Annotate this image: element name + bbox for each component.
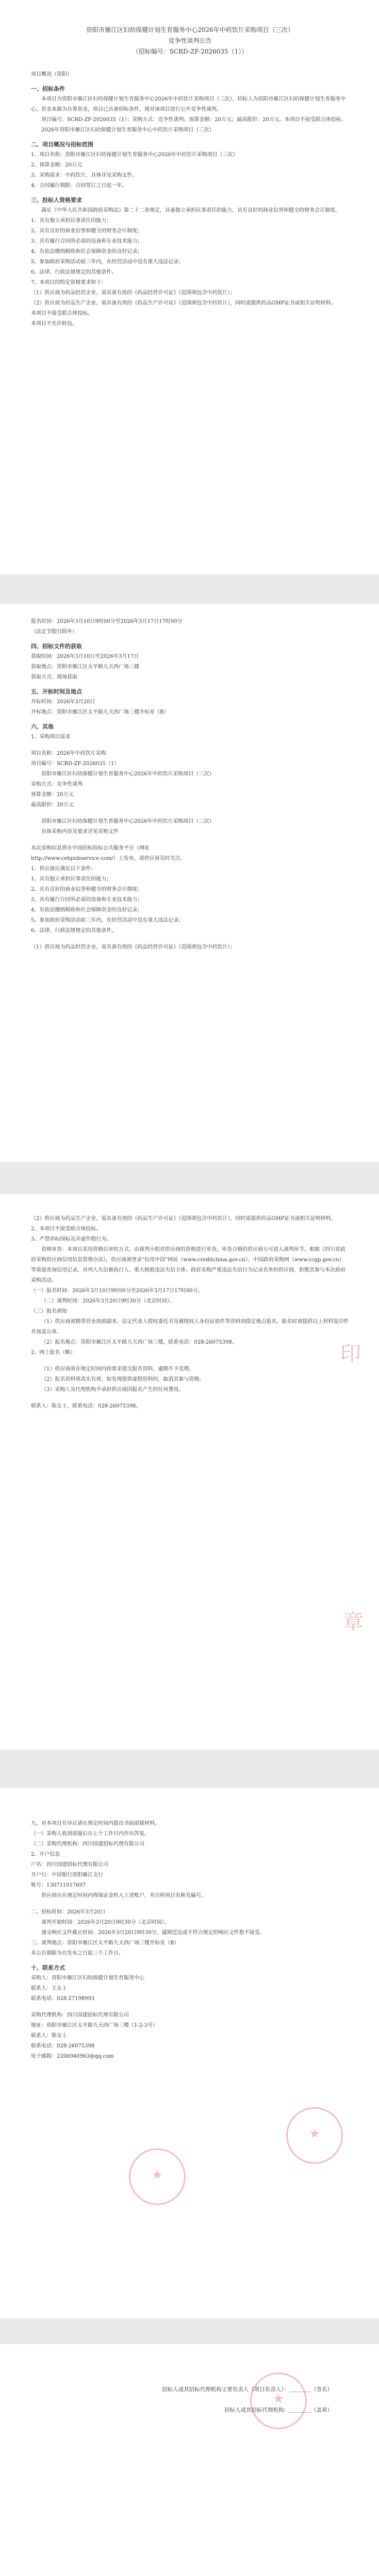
section-heading: 十、联系方式 — [31, 1964, 65, 1971]
paragraph: （一）采购人收到质疑后在七个工作日内作出答复。 — [31, 1831, 150, 1837]
paragraph: 联系电话：028-27198993 — [31, 1996, 95, 2002]
paragraph: 1、供应商应满足以下条件： — [31, 866, 96, 872]
paragraph: 联系人：王女士 — [31, 1986, 67, 1991]
paragraph: 地址：资阳市雁江区太平路九天西广场三楼（1-2-3号） — [31, 2023, 158, 2028]
paragraph: 2、本项目不接受联合体投标。 — [31, 1226, 102, 1232]
paragraph: 2、具有良好的商业信誉和健全的财务会计制度； — [31, 228, 143, 234]
paragraph: （2）供应商为药品生产企业，需具备有效的《药品生产许可证》（范围须包含中药饮片），同时需提供药品GMP证书或相关证明材料。 — [31, 300, 336, 306]
paragraph: （一）报名时间：2026年3月10日9时00分至2026年3月17日17时00分。 — [31, 1288, 203, 1294]
paragraph: 采购代理机构：四川国建招标代理有限公司 — [31, 2012, 129, 2018]
paragraph: 4、有依法缴纳税收和社会保障资金的良好记录； — [31, 249, 143, 255]
paragraph: 满足《中华人民共和国政府采购法》第二十二条规定，具备独立承担民事责任的能力，具有良好的商业信誉和健全的财务会计制度。 — [41, 208, 340, 213]
paragraph: 7、本项目的特定资格要求如下： — [31, 280, 107, 285]
paragraph: 2、开户信息 — [31, 1852, 60, 1857]
section-heading: 三、投标人资格要求 — [31, 197, 82, 204]
page-4 — [0, 1788, 379, 2318]
paragraph: 递交响应文件截止时间：2026年3月20日9时30分，逾期送达或不符合规定的响应文件恕不接受。 — [41, 1930, 265, 1936]
paragraph: 2、具有良好的商业信誉和健全的财务会计制度； — [31, 887, 143, 892]
page-5 — [0, 2344, 379, 2576]
paragraph: （法定节假日除外） — [31, 629, 77, 635]
spacer — [31, 742, 349, 749]
document-subtitle: 竞争性谈判公告 — [168, 37, 212, 44]
paragraph: （2）报名地点：资阳市雁江区太平路九天西广场三楼，联系电话：028-26075398。 — [41, 1340, 237, 1345]
paragraph: 4、有依法缴纳税收和社会保障资金的良好记录； — [31, 907, 143, 913]
document-title: 资阳市雁江区妇幼保健计划生育服务中心2026年中药饮片采购项目（三次） — [86, 26, 294, 33]
page-1-body — [31, 70, 349, 329]
agency-seal-icon — [129, 2148, 186, 2205]
page-1 — [0, 0, 379, 574]
section-heading: 六、其他 — [31, 723, 54, 730]
section-heading: 二、项目概况与招标范围 — [31, 141, 93, 148]
page-4-body — [31, 1819, 349, 2062]
paragraph: 2026年资阳市雁江区妇幼保健计划生育服务中心中药饮片采购项目（三次） — [41, 127, 215, 133]
paragraph: 电子邮箱：2206940963@qq.com — [31, 2054, 114, 2059]
paragraph: 具体采购内容及要求详见采购文件 — [41, 829, 119, 835]
paragraph: 户名：四川国建招标代理有限公司 — [31, 1862, 108, 1868]
paragraph: 本项目不允许转包。 — [31, 321, 77, 327]
paragraph: 项目编号：SCRD-ZF-2026035（1）；采购方式：竞争性谈判；预算金额：20万元；最高限价：20万元。本项目不接受联合体投标。 — [41, 117, 347, 123]
paragraph: 资格审查：本项目采用资格后审的方式，由谈判小组对供应商的资格进行审查，审查合格的供应商方可进入谈判环节。根据《四川省政府采购供应商信用信息管理办法》，供应商须登录“信用中国”网站（www.creditchina.gov.cn）、中国政府采购网（www.ccgp.gov.cn）等渠道查询信用记录，对列入失信被执行人、重大税收违法失信主体、政府采购严重违法失信行为记录名单的供应商，拒绝其参与本次政府采购活动。 — [31, 1247, 345, 1283]
paragraph: 预算金额：20万元 — [31, 792, 74, 798]
signature-line-2: 招标人或其招标代理机构：＿＿＿＿（盖章） — [224, 2407, 333, 2413]
spacer — [31, 1358, 349, 1364]
paragraph: 5、参加政府采购活动前三年内，在经营活动中没有重大违法记录； — [31, 918, 184, 923]
paragraph: （二）谈判时间：2026年3月20日9时30分（北京时间）。 — [41, 1298, 175, 1304]
paragraph: 本次采购信息将在中国招标投标公共服务平台（网址 — [31, 845, 150, 851]
paragraph: 本项目为资阳市雁江区妇幼保健计划生育服务中心2026年中药饮片采购项目（三次），招标人为资阳市雁江区妇幼保健计划生育服务中心，资金来源为自筹资金，项目已具备招标条件，现对该项目进行公开竞争性谈判。 — [31, 96, 346, 112]
paragraph: 项目概况（资阳） — [31, 72, 72, 77]
paragraph: 项目名称：2026年中药饮片采购 — [31, 751, 106, 756]
page-3 — [0, 1194, 379, 1750]
paragraph: 联系人：陈女士，联系电话：028-26075398。 — [31, 1403, 141, 1409]
spacer — [31, 810, 349, 817]
paragraph: 3、具有履行合同所必需的设备和专业技术能力； — [31, 897, 143, 903]
paragraph: 开标时间：2026年3月20日 — [31, 699, 95, 705]
paragraph: 开户行：中国银行资阳雁江支行 — [31, 1872, 103, 1878]
paragraph: 3、具有履行合同所必需的设备和专业技术能力； — [31, 239, 143, 244]
paragraph: 项目编号：SCRD-ZF-2026035（1） — [31, 761, 120, 767]
section-heading: 五、开标时间及地点 — [31, 688, 82, 695]
paragraph: 1、项目名称：资阳市雁江区妇幼保健计划生育服务中心2026年中药饮片采购项目（三次） — [31, 152, 238, 158]
company-seal-icon — [286, 2107, 343, 2164]
paragraph: 本公告期限为自发布之日起三个工作日。 — [31, 1951, 124, 1956]
spacer — [31, 2004, 349, 2010]
paragraph: 最高限价：20万元 — [31, 802, 74, 808]
spacer — [31, 936, 349, 942]
paragraph: 获取时间：2026年3月10日至2026年3月17日 — [31, 654, 139, 659]
paragraph: 3、严禁串标围标及弄虚作假行为。 — [31, 1236, 112, 1242]
seal-fragment-icon: 章 — [343, 1610, 364, 1634]
paragraph: （二）采购代理机构：四川国建招标代理有限公司 — [31, 1841, 144, 1847]
paragraph: （3）采购人及代理机构不承担供应商因报名产生的任何费用。 — [41, 1387, 184, 1393]
paragraph: 6、法律、行政法规规定的其他条件。 — [31, 269, 117, 275]
paragraph: 1、采购项目需求 — [31, 734, 71, 740]
paragraph: （1）供应商须携带营业执照副本、法定代表人授权委托书及被授权人身份证原件等资料到指定地点报名，报名时须提供以上材料复印件并加盖公章。 — [31, 1319, 349, 1335]
page-3-body — [31, 1214, 349, 1412]
paragraph: 二、招标时间：2026年3月20日 — [31, 1909, 106, 1915]
paragraph: http://www.cebpubservice.com/）上发布，请供应商及时关注。 — [31, 856, 186, 861]
page-2-body — [31, 617, 349, 953]
spacer — [31, 837, 349, 843]
paragraph: 账号：130711017697 — [31, 1883, 86, 1888]
paragraph: 资阳市雁江区妇幼保健计划生育服务中心2026年中药饮片采购项目（三次） — [41, 771, 215, 777]
paragraph: 报名时间：2026年3月10日9时00分至2026年3月17日17时00分 — [31, 619, 183, 624]
paragraph: 采购人：资阳市雁江区妇幼保健计划生育服务中心 — [31, 1975, 144, 1981]
paragraph: 4、合同履行期限：合同签订之日起一年。 — [31, 183, 127, 189]
page-2 — [0, 604, 379, 1162]
paragraph: 三、谈判地点：资阳市雁江区太平路九天西广场三楼开标室（B） — [31, 1940, 179, 1946]
paragraph: 联系电话：028-26075398 — [31, 2043, 95, 2049]
paragraph: 九、对本项目有异议请在规定时间内提出书面质疑材料。 — [31, 1821, 160, 1826]
paragraph: 采购方式：竞争性谈判 — [31, 782, 83, 787]
paragraph: 本项目不接受联合体投标。 — [31, 311, 93, 316]
official-seal-icon — [250, 2372, 307, 2429]
paragraph: （2）报名资料须真实有效，如发现提供虚假资料的，取消其参与资格。 — [41, 1377, 205, 1382]
paragraph: （1）供应商为药品经营企业，需具备有效的《药品经营许可证》（范围须包含中药饮片）； — [31, 944, 236, 950]
seal-fragment-icon: 印 — [340, 1342, 361, 1366]
paragraph: 2、预算金额：20万元 — [31, 162, 83, 168]
paragraph: 开标地点：资阳市雁江区太平路九天西广场三楼开标室（B） — [31, 709, 169, 715]
spacer — [31, 1901, 349, 1907]
paragraph: 2、网上报名（略） — [31, 1350, 76, 1355]
paragraph: 供应商应在规定时间内将保证金转入上述账户，并注明项目名称及编号。 — [41, 1893, 206, 1899]
section-heading: 一、招标条件 — [31, 86, 65, 92]
paragraph: 获取方式：现场获取 — [31, 674, 77, 680]
spacer — [31, 1395, 349, 1401]
paragraph: 谈判开始时间：2026年3月20日9时30分（北京时间）。 — [41, 1920, 170, 1925]
paragraph: 6、法律、行政法规规定的其他条件。 — [31, 928, 117, 934]
document-code: （招标编号：SCRD-ZF-2026035（1）） — [132, 48, 248, 55]
paragraph: （三）报名须知 — [31, 1309, 67, 1314]
paragraph: （2）供应商为药品生产企业，需具备有效的《药品生产许可证》（范围须包含中药饮片），同时需提供药品GMP证书或相关证明材料。 — [31, 1216, 336, 1222]
paragraph: 1、具有独立承担民事责任的能力； — [31, 218, 112, 224]
paragraph: （1）供应商为药品经营企业，需具备有效的《药品经营许可证》（范围须包含中药饮片）； — [31, 290, 236, 296]
paragraph: 3、采购需求：中药饮片，具体详见采购文件。 — [31, 173, 138, 178]
paragraph: 联系人：陈女士 — [31, 2033, 67, 2039]
signature-line-1: 招标人或其招标代理机构主要负责人（项目负责人）：＿＿＿＿（签名） — [162, 2386, 333, 2393]
paragraph: 资阳市雁江区妇幼保健计划生育服务中心2026年中药饮片采购项目（三次） — [41, 819, 215, 824]
paragraph: 获取地点：资阳市雁江区太平路九天西广场三楼 — [31, 664, 139, 670]
paragraph: 5、参加政府采购活动前三年内，在经营活动中没有重大违法记录； — [31, 259, 184, 265]
paragraph: （1）供应商须在规定时间内按要求提交报名资料，逾期不予受理。 — [41, 1366, 194, 1372]
paragraph: 1、具有独立承担民事责任的能力； — [31, 876, 112, 882]
section-heading: 四、招标文件的获取 — [31, 643, 82, 650]
